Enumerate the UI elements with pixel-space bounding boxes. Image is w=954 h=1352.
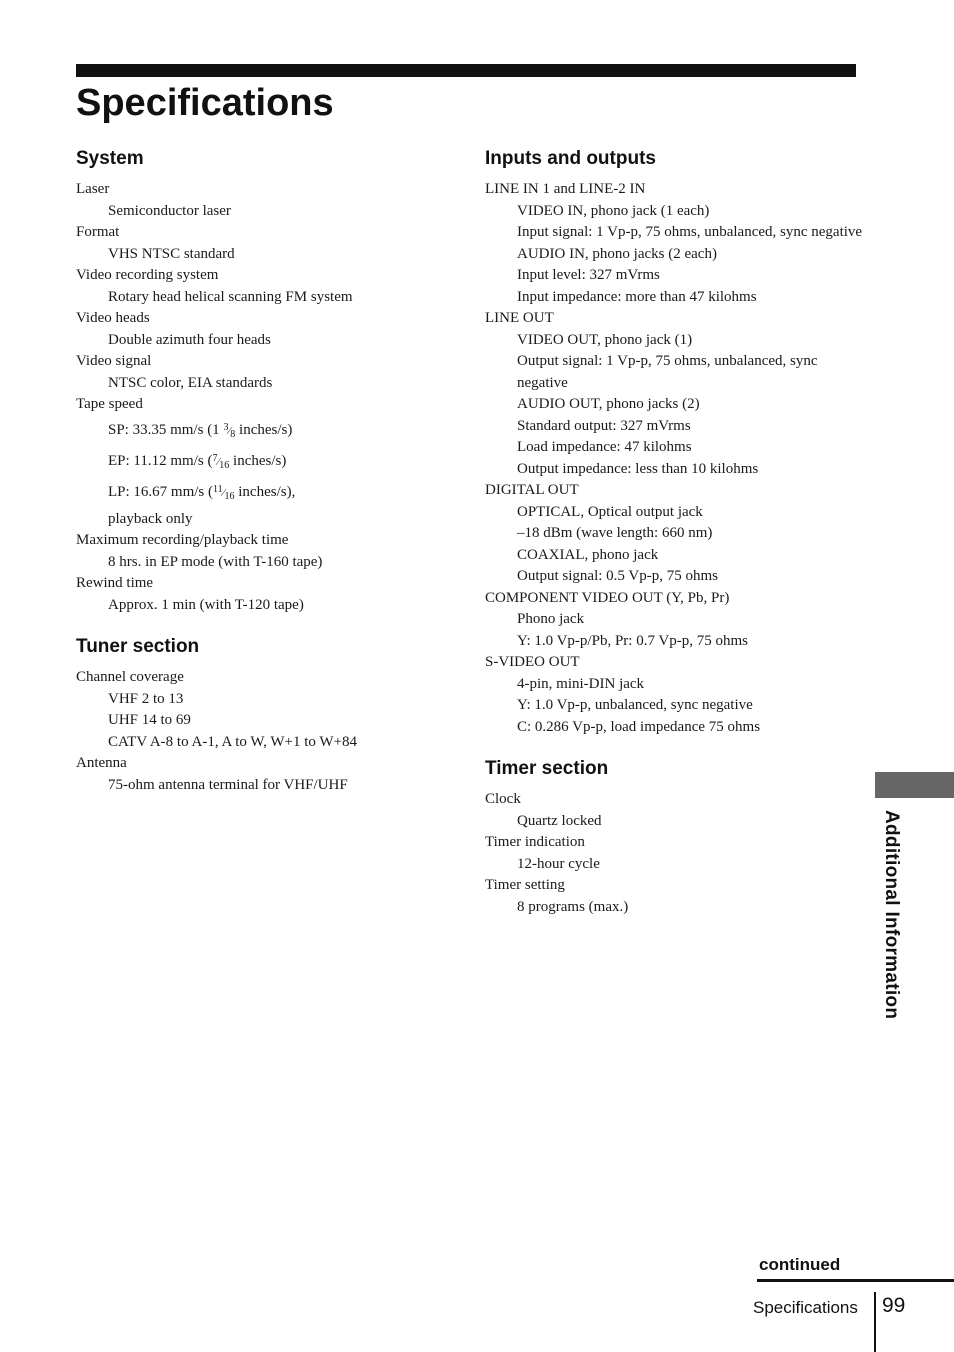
spec-term-tape-speed: Tape speed (76, 396, 143, 412)
system-section (76, 146, 456, 616)
spec-value-lp-note: playback only (108, 510, 193, 527)
spec-value: 4-pin, mini-DIN jack (517, 675, 645, 692)
spec-value: OPTICAL, Optical output jack (517, 503, 703, 520)
spec-value: 8 programs (max.) (517, 898, 629, 915)
spec-value: Output signal: 0.5 Vp-p, 75 ohms (517, 568, 718, 584)
spec-value: VHS NTSC standard (108, 245, 235, 262)
spec-value: 8 hrs. in EP mode (with T-160 tape) (108, 553, 323, 570)
spec-term: Maximum recording/playback time (76, 532, 289, 548)
sp-denominator: 8 (230, 428, 236, 440)
spec-value: Phono jack (517, 611, 585, 627)
section-heading-timer: Timer section (485, 758, 609, 779)
spec-term: Channel coverage (76, 669, 184, 685)
spec-value: COAXIAL, phono jack (517, 546, 659, 563)
spec-value: Y: 1.0 Vp-p/Pb, Pr: 0.7 Vp-p, 75 ohms (517, 632, 749, 649)
spec-value: C: 0.286 Vp-p, load impedance 75 ohms (517, 718, 761, 735)
footer-section-name: Specifications (753, 1298, 858, 1317)
spec-value: Output signal: 1 Vp-p, 75 ohms, unbalanced, sync negative (517, 353, 818, 391)
continued-label: continued (759, 1255, 841, 1274)
spec-value-lp (108, 478, 456, 509)
ep-fraction: $^7⁄_{16}$ (212, 452, 230, 471)
io-spec-list (485, 179, 865, 738)
spec-value: 12-hour cycle (517, 855, 600, 872)
spec-value: 75-ohm antenna terminal for VHF/UHF (108, 776, 348, 793)
spec-value: Rotary head helical scanning FM system (108, 288, 353, 305)
spec-value: Output impedance: less than 10 kilohms (517, 460, 759, 477)
spec-term: LINE IN 1 and LINE-2 IN (485, 181, 646, 197)
sp-text: SP: 33.35 mm/s (1 (108, 421, 224, 438)
left-column (76, 146, 456, 814)
section-heading-tuner: Tuner section (76, 636, 200, 657)
ep-text: EP: 11.12 mm/s ( (108, 452, 213, 469)
spec-term: Antenna (76, 755, 127, 771)
sp-fraction: $^3⁄_8$ (223, 421, 236, 440)
spec-term: Video heads (76, 310, 150, 326)
spec-value: Input signal: 1 Vp-p, 75 ohms, unbalanced, sync negative (517, 224, 863, 240)
top-rule (76, 64, 856, 77)
spec-value: UHF 14 to 69 (108, 712, 191, 728)
side-tab-marker (875, 772, 954, 798)
spec-value: Approx. 1 min (with T-120 tape) (108, 596, 304, 613)
spec-value: Load impedance: 47 kilohms (517, 439, 692, 455)
page-title: Specifications (76, 82, 334, 124)
side-tab-label: Additional Information (881, 810, 902, 1020)
spec-value: AUDIO OUT, phono jacks (2) (517, 396, 700, 412)
ep-denominator: 16 (219, 459, 230, 471)
spec-term: S-VIDEO OUT (485, 654, 580, 670)
spec-value: VIDEO IN, phono jack (1 each) (517, 202, 710, 219)
sp-unit: inches/s) (235, 421, 293, 438)
spec-term: Timer setting (485, 877, 565, 893)
spec-term: Clock (485, 791, 521, 807)
section-heading-system: System (76, 148, 144, 169)
spec-value: Input level: 327 mVrms (517, 267, 660, 283)
lp-fraction: $^{11}⁄_{16}$ (213, 483, 235, 502)
continued-rule (757, 1279, 954, 1282)
lp-unit: inches/s), (234, 483, 296, 500)
spec-value: Standard output: 327 mVrms (517, 417, 691, 434)
spec-value: CATV A-8 to A-1, A to W, W+1 to W+84 (108, 733, 358, 750)
page-number: 99 (882, 1294, 906, 1317)
spec-value-ep (108, 447, 456, 478)
spec-value: VIDEO OUT, phono jack (1) (517, 331, 693, 348)
spec-term: LINE OUT (485, 310, 554, 326)
spec-value: Y: 1.0 Vp-p, unbalanced, sync negative (517, 697, 753, 713)
system-spec-list (76, 179, 456, 616)
spec-term: DIGITAL OUT (485, 482, 579, 498)
sp-numerator: 3 (223, 421, 229, 433)
spec-value: Quartz locked (517, 812, 602, 829)
timer-section (485, 756, 865, 918)
lp-numerator: 11 (213, 483, 223, 495)
spec-value: NTSC color, EIA standards (108, 374, 273, 391)
timer-spec-list (485, 789, 865, 918)
spec-value: Semiconductor laser (108, 202, 231, 219)
spec-value-sp (108, 416, 456, 447)
io-section (485, 146, 865, 738)
tuner-spec-list (76, 667, 456, 796)
section-heading-io: Inputs and outputs (485, 148, 656, 169)
spec-value: VHF 2 to 13 (108, 690, 184, 707)
right-column (485, 146, 865, 936)
spec-value: –18 dBm (wave length: 660 nm) (517, 525, 713, 541)
footer-divider (874, 1292, 876, 1352)
ep-unit: inches/s) (229, 452, 287, 469)
spec-value: Input impedance: more than 47 kilohms (517, 288, 757, 305)
lp-denominator: 16 (224, 490, 235, 502)
spec-term: COMPONENT VIDEO OUT (Y, Pb, Pr) (485, 589, 730, 606)
spec-value: AUDIO IN, phono jacks (2 each) (517, 245, 717, 262)
spec-term: Video recording system (76, 267, 219, 283)
tuner-section (76, 634, 456, 796)
spec-term: Rewind time (76, 575, 154, 591)
spec-term: Timer indication (485, 834, 585, 850)
spec-value: Double azimuth four heads (108, 331, 271, 348)
spec-term: Video signal (76, 353, 152, 369)
lp-text: LP: 16.67 mm/s ( (108, 483, 214, 500)
ep-numerator: 7 (212, 452, 218, 464)
spec-term: Laser (76, 181, 110, 197)
spec-term: Format (76, 224, 120, 240)
